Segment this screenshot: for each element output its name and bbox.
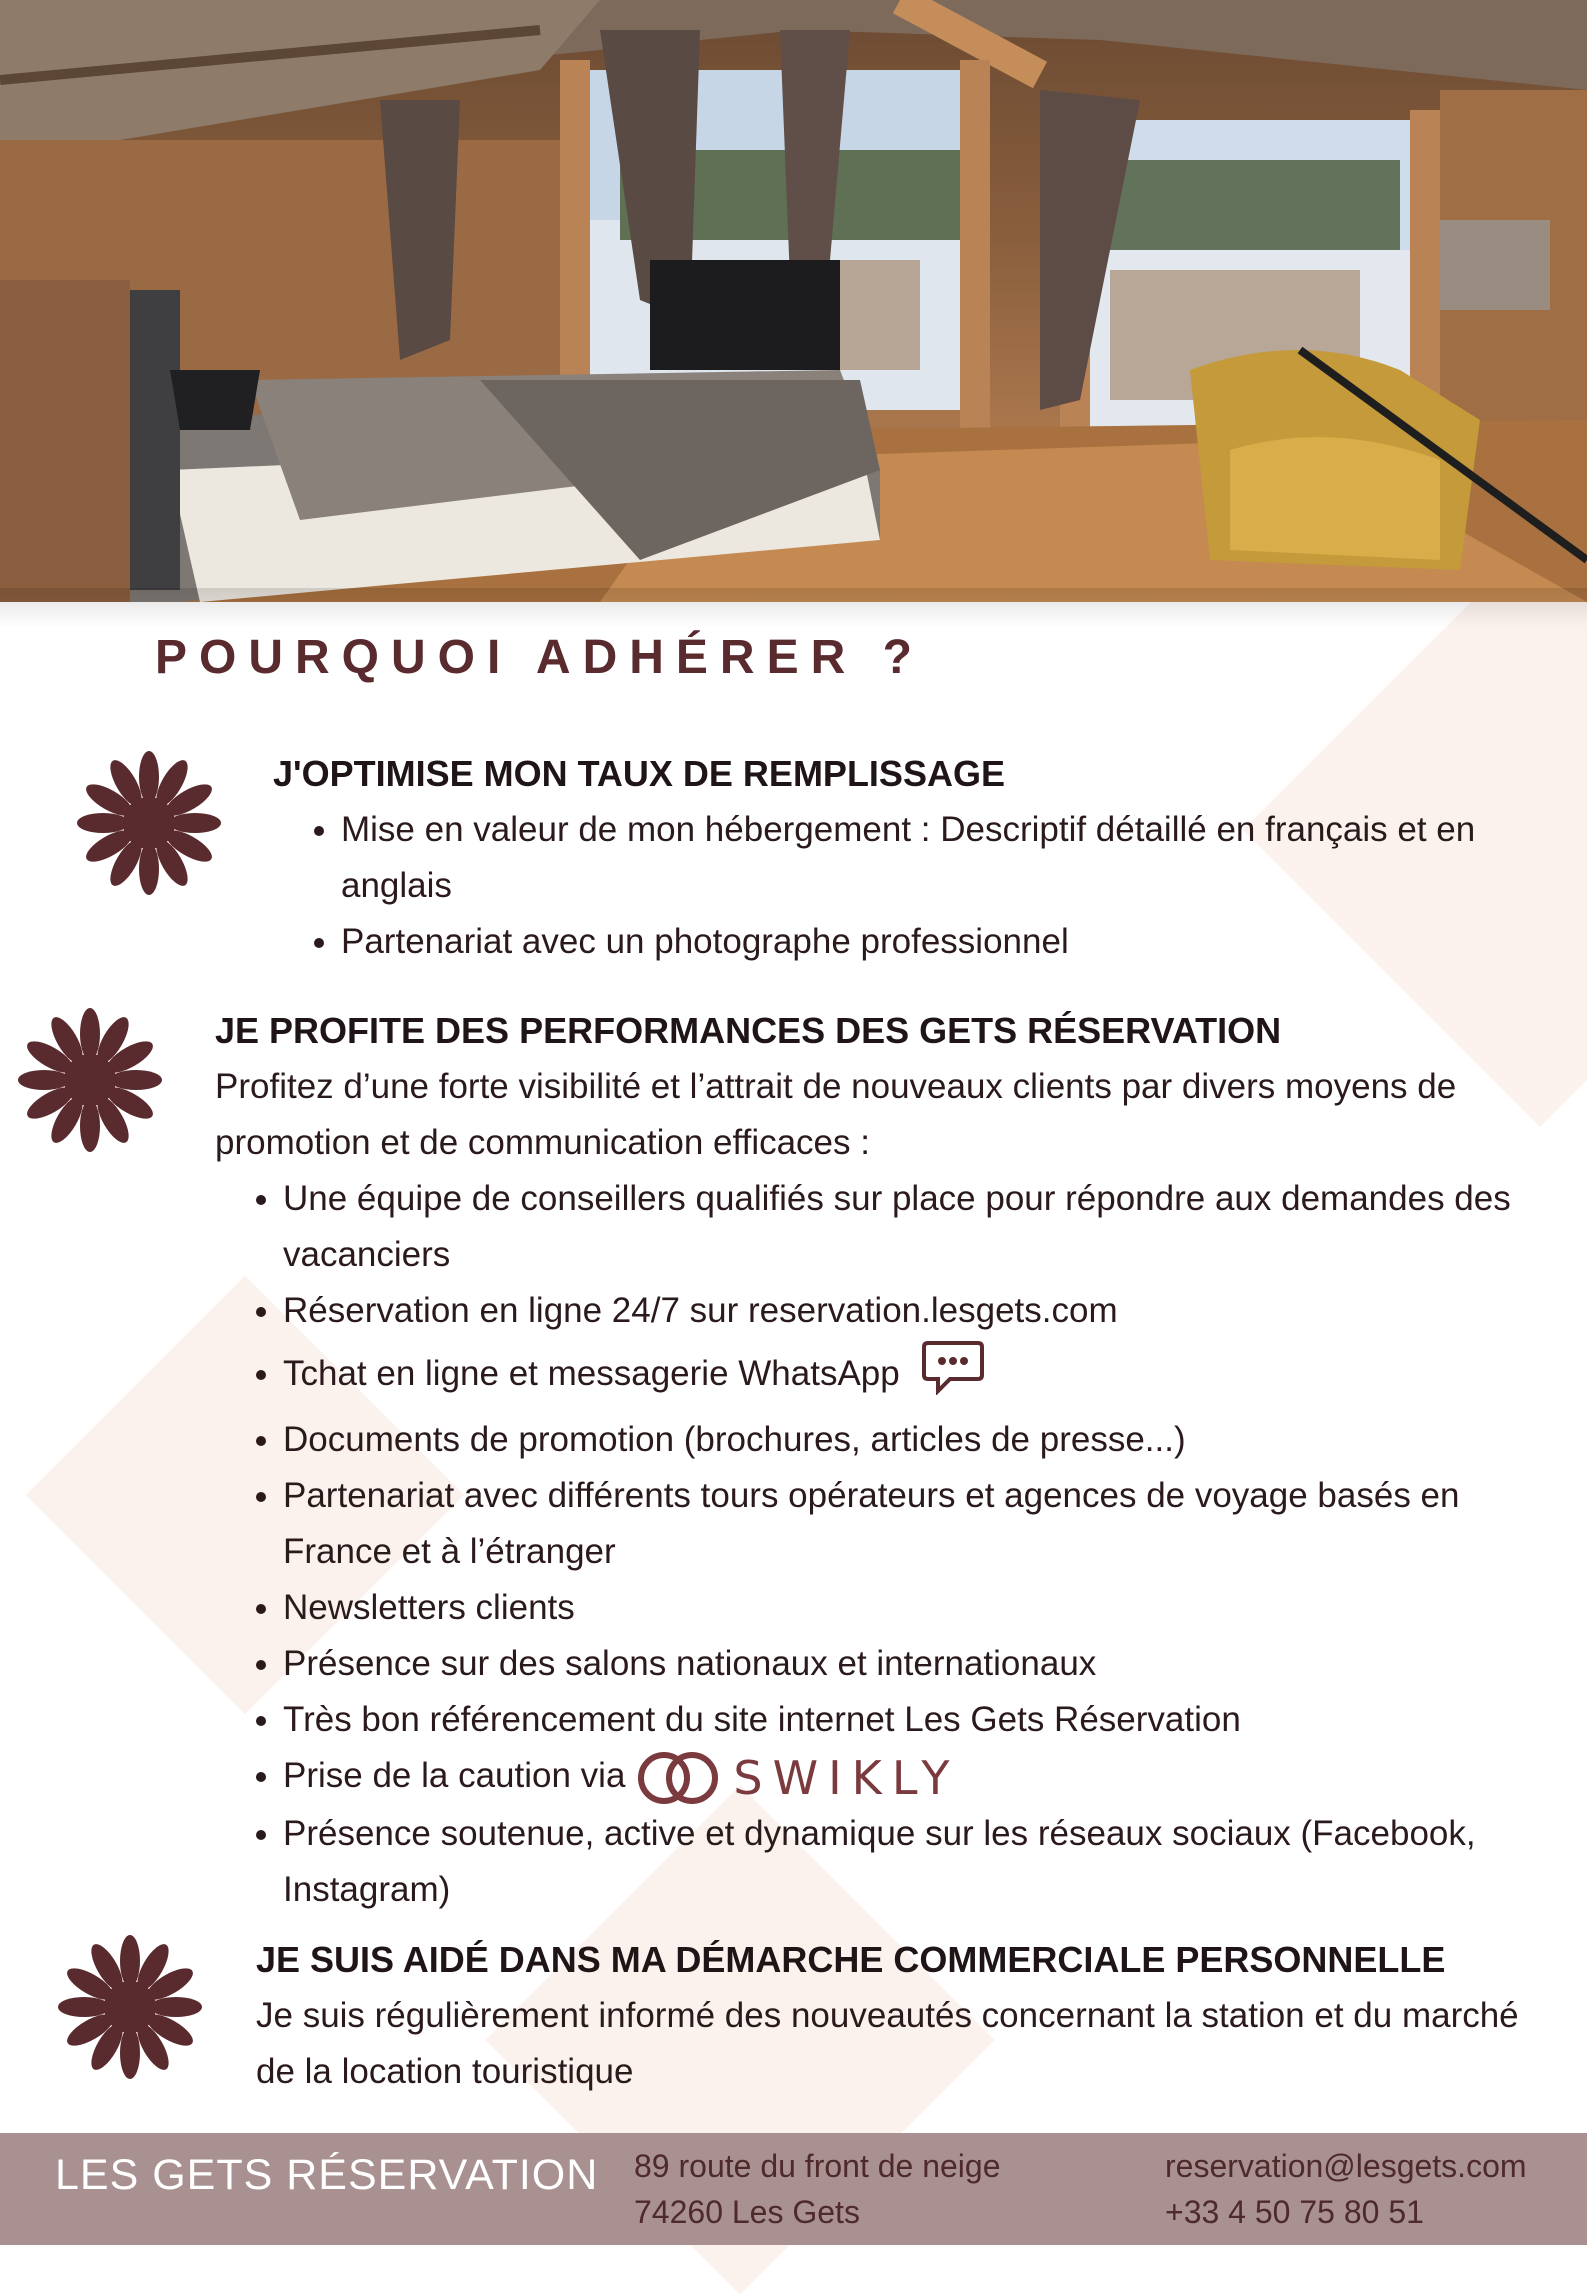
email-link[interactable]: reservation@lesgets.com [1165, 2148, 1527, 2184]
section-title: JE SUIS AIDÉ DANS MA DÉMARCHE COMMERCIALE PERSONNELLE [256, 1939, 1446, 1980]
phone-number[interactable]: +33 4 50 75 80 51 [1165, 2194, 1424, 2230]
footer [0, 2133, 1587, 2245]
chat-bubble-icon [920, 1339, 986, 1412]
list-item [283, 1339, 1565, 1412]
address-line: 74260 Les Gets [634, 2194, 860, 2230]
page-title: POURQUOI ADHÉRER ? [155, 631, 924, 684]
list-item: • Partenariat avec différents tours opérateurs et agences de voyage basés en France et à l’étranger [283, 1468, 1565, 1580]
list-item: • Présence sur des salons nationaux et internationaux [283, 1636, 1565, 1692]
footer-address [634, 2143, 1001, 2235]
address-line: 89 route du front de neige [634, 2148, 1001, 2184]
list-item: • Présence soutenue, active et dynamique sur les réseaux sociaux (Facebook, Instagram) [283, 1806, 1565, 1918]
bullet-list [215, 1171, 1565, 1918]
section-commercial-support [256, 1932, 1546, 2100]
footer-brand: LES GETS RÉSERVATION [55, 2151, 599, 2199]
list-item: • Partenariat avec un photographe professionnel [341, 914, 1553, 970]
swikly-wordmark: SWIKLY [733, 1750, 960, 1805]
list-item: • Documents de promotion (brochures, articles de presse...) [283, 1412, 1565, 1468]
asterisk-flower-icon [15, 1005, 165, 1155]
hero-shadow [0, 588, 1587, 628]
section-performance [215, 1003, 1565, 1918]
section-title: J'OPTIMISE MON TAUX DE REMPLISSAGE [273, 753, 1005, 794]
list-item: • Très bon référencement du site internet Les Gets Réservation [283, 1692, 1565, 1748]
asterisk-flower-icon [74, 748, 224, 898]
list-item-text: Tchat en ligne et messagerie WhatsApp [283, 1353, 900, 1393]
swikly-logo [637, 1750, 959, 1806]
list-item: • Réservation en ligne 24/7 sur reservation.lesgets.com [283, 1283, 1565, 1339]
section-intro: Je suis régulièrement informé des nouveautés concernant la station et du marché de la location touristique [256, 1996, 1519, 2091]
section-title: JE PROFITE DES PERFORMANCES DES GETS RÉSERVATION [215, 1010, 1282, 1051]
list-item: • Une équipe de conseillers qualifiés sur place pour répondre aux demandes des vacanciers [283, 1171, 1565, 1283]
list-item-text: Prise de la caution via [283, 1756, 626, 1795]
bullet-list [273, 802, 1553, 970]
hero-photo [0, 0, 1587, 602]
footer-contact [1165, 2143, 1527, 2235]
section-intro: Profitez d’une forte visibilité et l’attrait de nouveaux clients par divers moyens de promotion et de communication efficaces : [215, 1067, 1457, 1162]
asterisk-flower-icon [55, 1932, 205, 2082]
section-fill-rate [273, 746, 1553, 970]
list-item [283, 1748, 1565, 1806]
list-item: • Newsletters clients [283, 1580, 1565, 1636]
list-item: • Mise en valeur de mon hébergement : Descriptif détaillé en français et en anglais [341, 802, 1553, 914]
